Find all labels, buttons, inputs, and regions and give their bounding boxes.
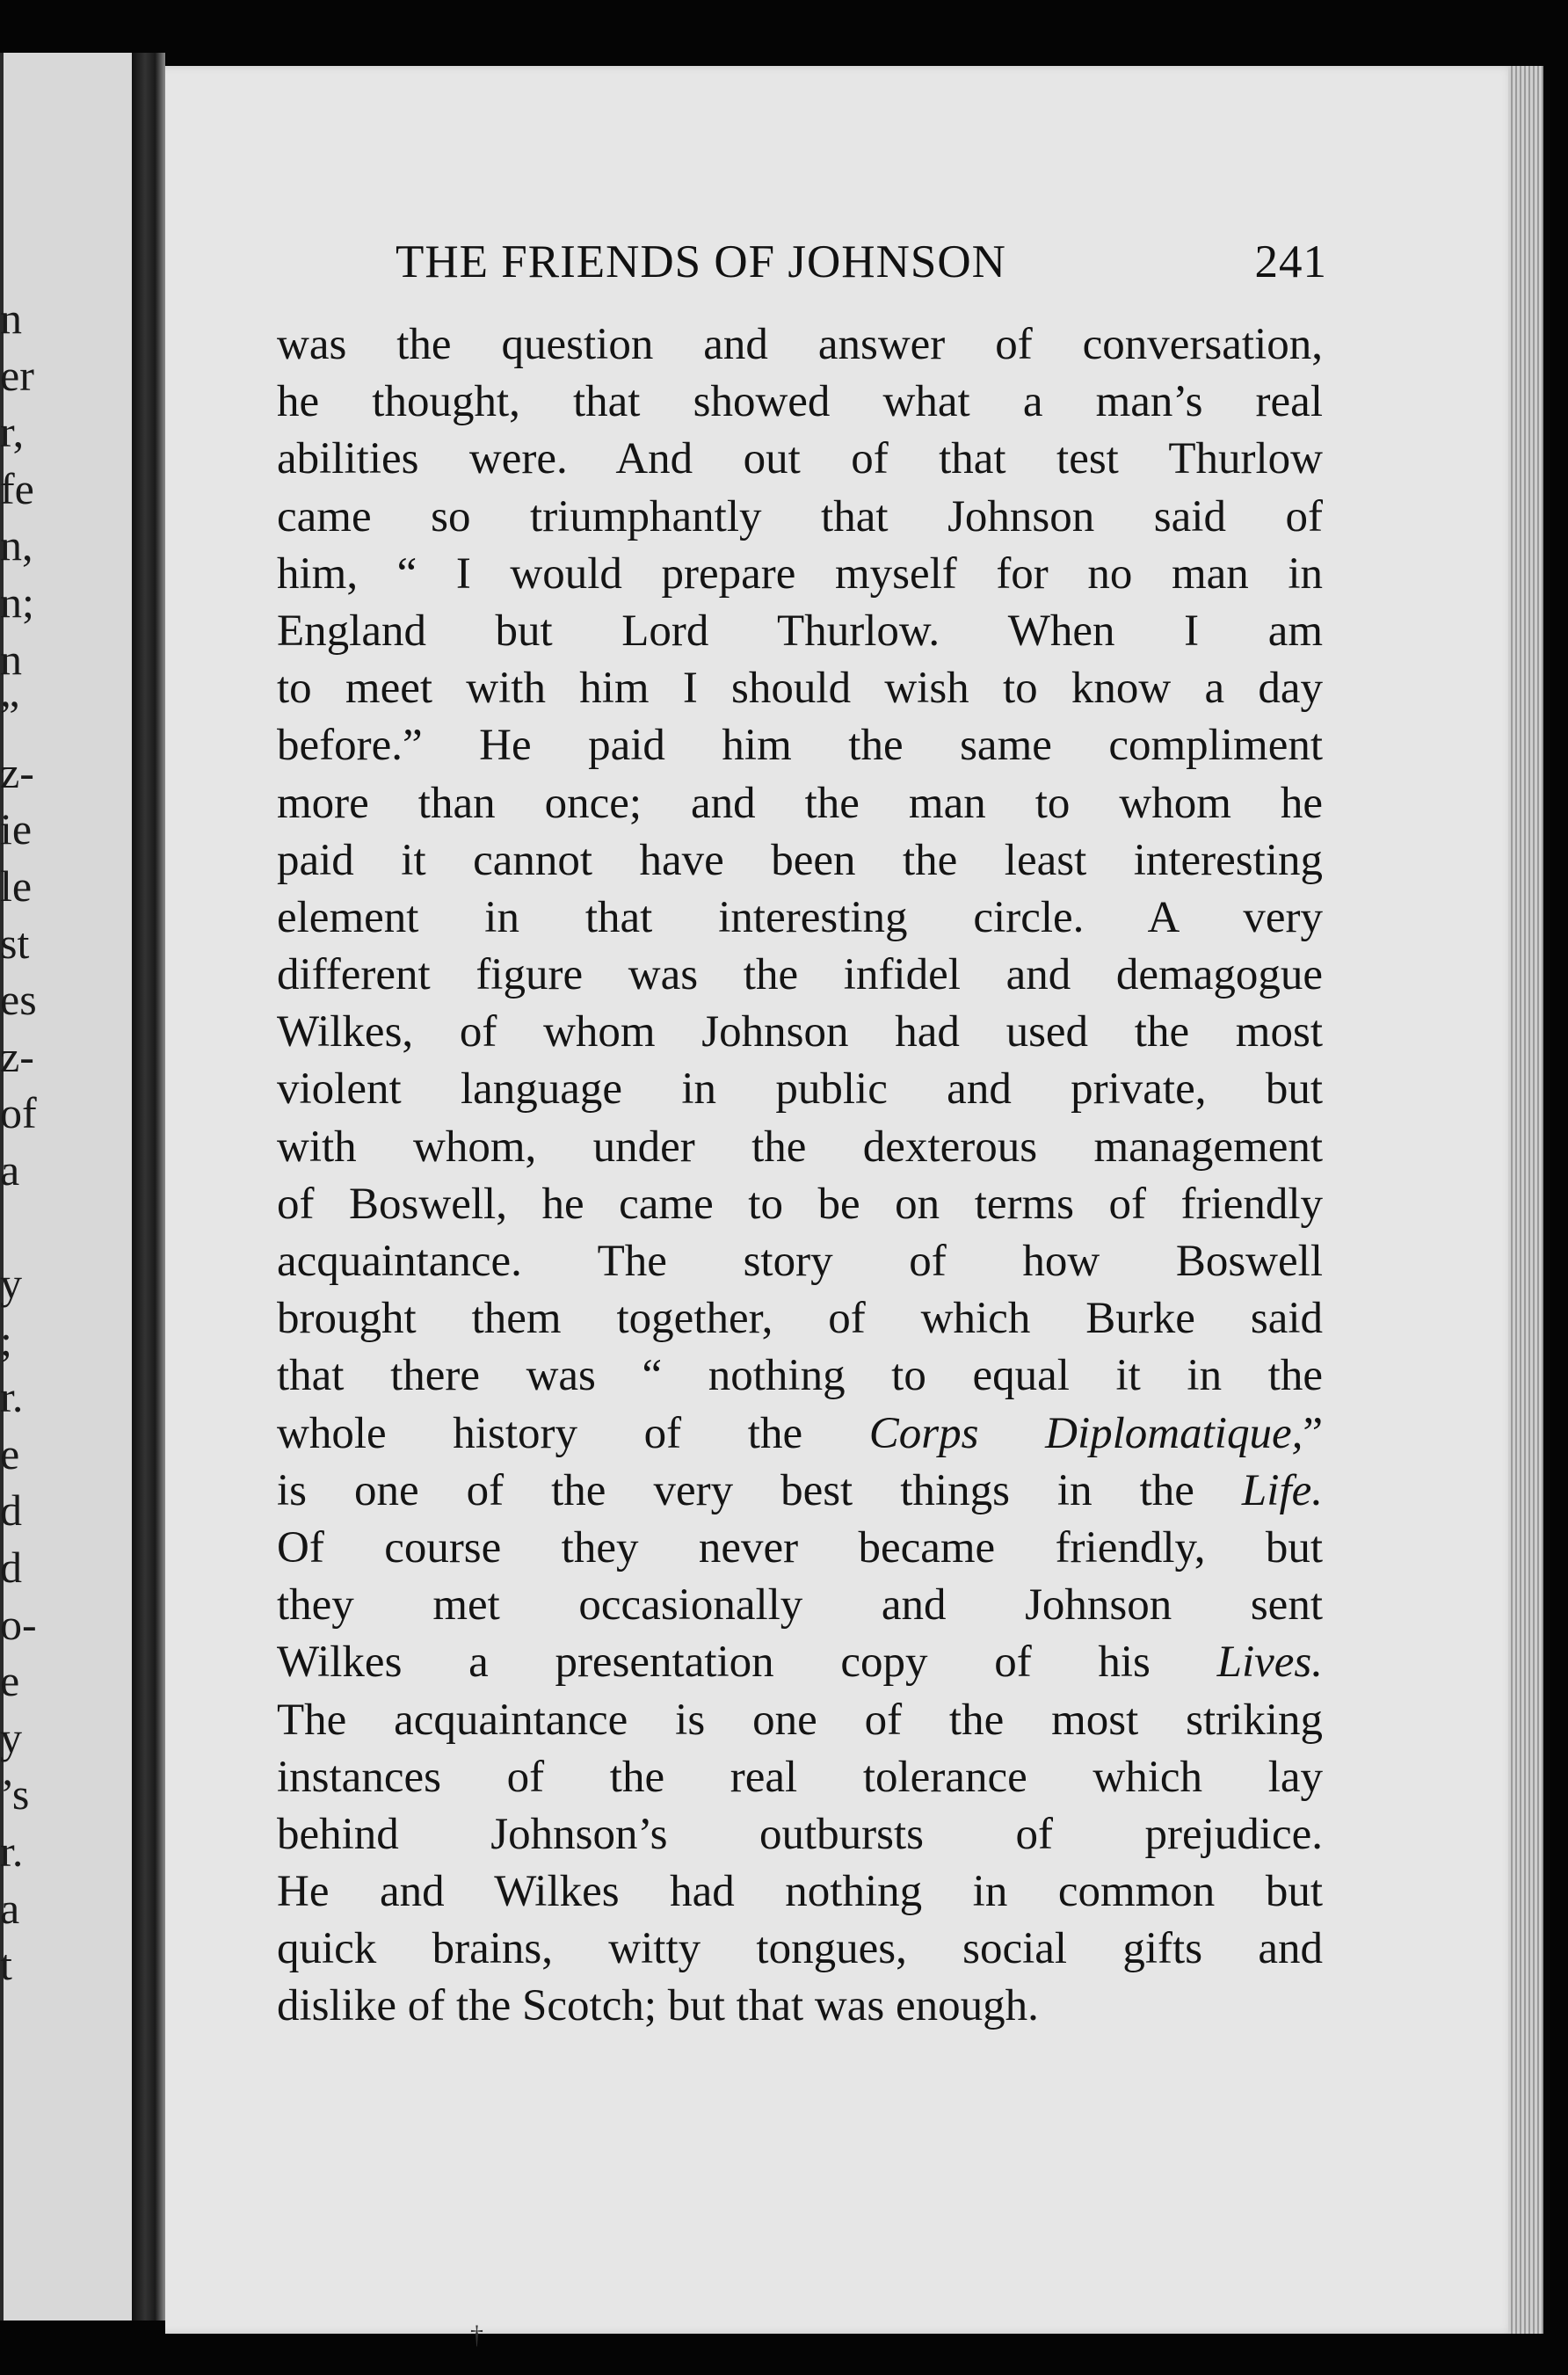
text-line: with whom, under the dexterous management <box>277 1122 1323 1172</box>
text-line: instances of the real tolerance which lay <box>277 1752 1323 1802</box>
left-page-text-fragments <box>0 290 53 1994</box>
text-line: The acquaintance is one of the most striking <box>277 1695 1323 1745</box>
text-line: before.” He paid him the same compliment <box>277 721 1323 771</box>
left-fragment: e <box>0 1428 20 1478</box>
left-fragment: n <box>0 634 22 684</box>
left-fragment: n <box>0 294 22 343</box>
text-line: they met occasionally and Johnson sent <box>277 1580 1323 1631</box>
italic-title: Life. <box>1241 1465 1323 1515</box>
text-line: quick brains, witty tongues, social gifts and <box>277 1924 1323 1974</box>
text-line: element in that interesting circle. A very <box>277 892 1323 942</box>
left-fragment: e <box>0 1656 20 1706</box>
left-fragment: a <box>0 1883 20 1933</box>
text-line <box>277 1634 1323 1691</box>
left-fragment: ie <box>0 804 33 854</box>
left-fragment: y <box>0 1712 22 1762</box>
left-fragment: n, <box>0 520 33 570</box>
left-fragment: y <box>0 1259 22 1309</box>
text-line: more than once; and the man to whom he <box>277 778 1323 828</box>
italic-title: Lives. <box>1216 1638 1323 1688</box>
text-line <box>277 1463 1323 1520</box>
text-segment: ” <box>1303 1408 1323 1458</box>
text-segment: whole history of the <box>277 1408 869 1458</box>
left-fragment: d <box>0 1485 22 1536</box>
left-fragment: ’s <box>0 1769 30 1819</box>
text-line: acquaintance. The story of how Boswell <box>277 1237 1323 1286</box>
left-page-edge <box>0 53 132 2321</box>
left-fragment: fe <box>0 463 34 513</box>
left-fragment: d <box>0 1543 22 1593</box>
body-text <box>277 316 1323 2036</box>
left-fragment: r. <box>0 1827 24 1877</box>
text-line: He and Wilkes had nothing in common but <box>277 1867 1323 1917</box>
text-line: he thought, that showed what a man’s real <box>277 377 1323 427</box>
left-fragment: ; <box>0 1315 12 1365</box>
text-line: behind Johnson’s outbursts of prejudice. <box>277 1809 1323 1859</box>
text-line: Wilkes, of whom Johnson had used the most <box>277 1007 1323 1057</box>
text-line: of Boswell, he came to be on terms of friendly <box>277 1179 1323 1229</box>
left-fragment: es <box>0 975 37 1025</box>
left-fragment: z- <box>0 1031 34 1081</box>
left-fragment <box>0 1199 53 1256</box>
text-line: abilities were. And out of that test Thurlow <box>277 434 1323 484</box>
text-line: to meet with him I should wish to know a day <box>277 664 1323 714</box>
left-fragment: st <box>0 918 30 968</box>
text-line: dislike of the Scotch; but that was enough. <box>277 1981 1039 2031</box>
text-line: Of course they never became friendly, but <box>277 1522 1323 1572</box>
left-fragment: er <box>0 350 34 400</box>
text-line: that there was “ nothing to equal it in the <box>277 1351 1323 1401</box>
text-line: different figure was the infidel and demagogue <box>277 950 1323 1000</box>
left-fragment: t <box>0 1940 12 1990</box>
text-line: came so triumphantly that Johnson said of <box>277 491 1323 541</box>
right-page-edge <box>1508 66 1543 2334</box>
text-line: violent language in public and private, but <box>277 1064 1323 1115</box>
text-segment: is one of the very best things in the <box>277 1465 1242 1515</box>
left-fragment: le <box>0 861 33 911</box>
left-fragment: n; <box>0 577 34 627</box>
left-fragment: of <box>0 1088 37 1138</box>
running-head-title: THE FRIENDS OF JOHNSON <box>396 236 1006 287</box>
text-line: brought them together, of which Burke said <box>277 1294 1323 1344</box>
book-gutter <box>132 53 165 2321</box>
text-line: him, “ I would prepare myself for no man in <box>277 548 1323 599</box>
left-fragment: ” <box>0 691 20 741</box>
text-line: was the question and answer of conversation, <box>277 320 1323 369</box>
left-fragment: z- <box>0 747 34 797</box>
left-fragment: r. <box>0 1372 24 1422</box>
italic-title: Corps Diplomatique, <box>868 1408 1303 1458</box>
signature-mark: † <box>470 2321 483 2350</box>
running-head <box>396 236 1327 288</box>
left-fragment: o- <box>0 1599 37 1649</box>
text-line: England but Lord Thurlow. When I am <box>277 606 1323 656</box>
left-fragment: r, <box>0 407 25 457</box>
left-fragment: a <box>0 1144 20 1195</box>
page-number: 241 <box>1254 236 1327 287</box>
text-line <box>277 1405 1323 1463</box>
text-line: paid it cannot have been the least interesting <box>277 835 1323 885</box>
text-segment: Wilkes a presentation copy of his <box>277 1638 1217 1688</box>
